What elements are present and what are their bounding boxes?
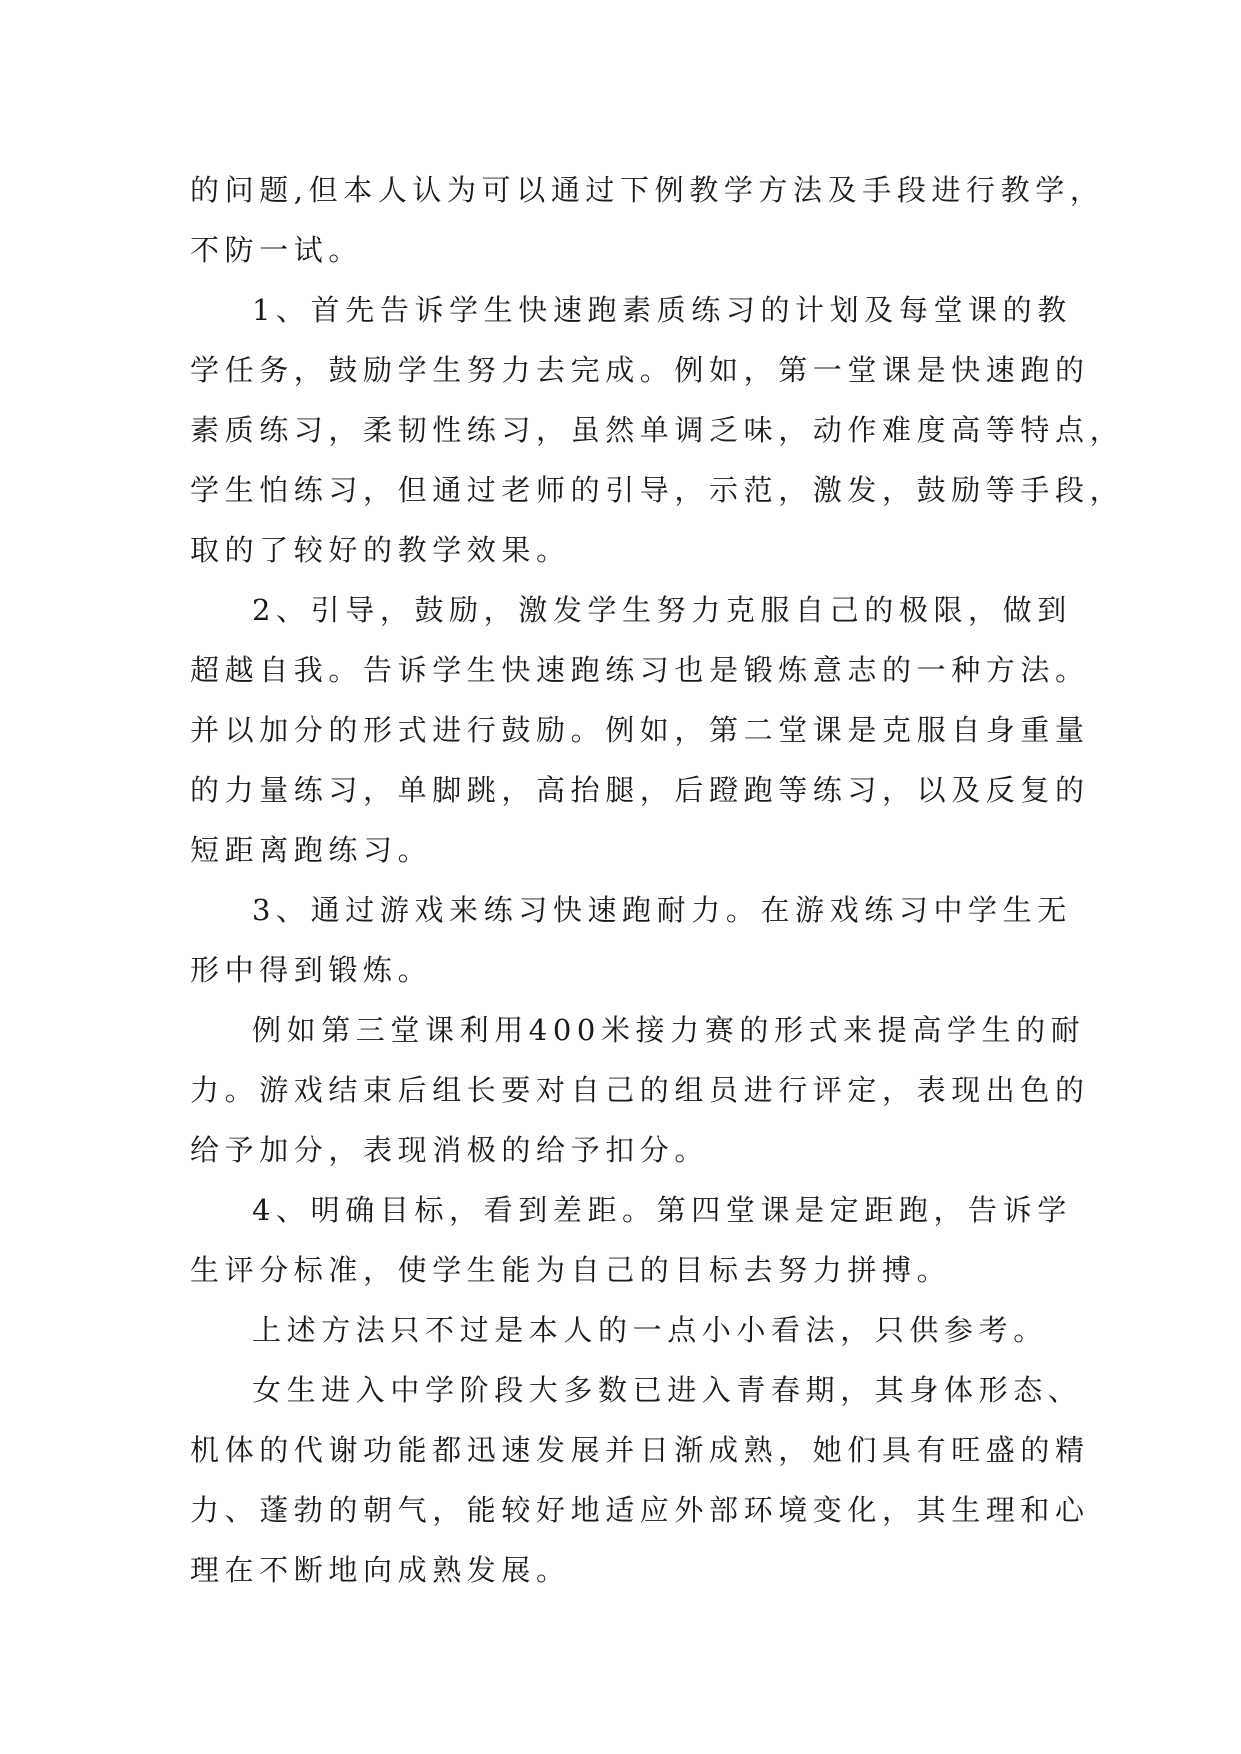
text-line: 素质练习，柔韧性练习，虽然单调乏味，动作难度高等特点，	[190, 413, 1125, 447]
text-line: 不防一试。	[190, 233, 364, 267]
text-line: 例如第三堂课利用400米接力赛的形式来提高学生的耐	[252, 1013, 1086, 1047]
text-line: 学任务，鼓励学生努力去完成。例如，第一堂课是快速跑的	[190, 353, 1090, 387]
text-line: 女生进入中学阶段大多数已进入青春期，其身体形态、	[252, 1373, 1083, 1407]
text-line: 理在不断地向成熟发展。	[190, 1553, 571, 1587]
text-line: 4、明确目标，看到差距。第四堂课是定距跑，告诉学	[252, 1193, 1072, 1227]
text-line: 3、通过游戏来练习快速跑耐力。在游戏练习中学生无	[252, 893, 1072, 927]
text-line: 并以加分的形式进行鼓励。例如，第二堂课是克服自身重量	[190, 713, 1090, 747]
text-line: 学生怕练习，但通过老师的引导，示范，激发，鼓励等手段，	[190, 473, 1125, 507]
text-line: 的力量练习，单脚跳，高抬腿，后蹬跑等练习，以及反复的	[190, 773, 1090, 807]
text-line: 力、蓬勃的朝气，能较好地适应外部环境变化，其生理和心	[190, 1493, 1090, 1527]
text-line: 机体的代谢功能都迅速发展并日渐成熟，她们具有旺盛的精	[190, 1433, 1090, 1467]
text-line: 的问题,但本人认为可以通过下例教学方法及手段进行教学，	[190, 173, 1105, 207]
text-line: 2、引导，鼓励，激发学生努力克服自己的极限，做到	[252, 593, 1072, 627]
text-line: 短距离跑练习。	[190, 833, 433, 867]
text-line: 生评分标准，使学生能为自己的目标去努力拼搏。	[190, 1253, 952, 1287]
text-line: 取的了较好的教学效果。	[190, 533, 571, 567]
text-line: 上述方法只不过是本人的一点小小看法，只供参考。	[252, 1313, 1048, 1347]
text-line: 1、首先告诉学生快速跑素质练习的计划及每堂课的教	[252, 293, 1072, 327]
text-line: 给予加分，表现消极的给予扣分。	[190, 1133, 710, 1167]
text-line: 超越自我。告诉学生快速跑练习也是锻炼意志的一种方法。	[190, 653, 1090, 687]
text-line: 力。游戏结束后组长要对自己的组员进行评定，表现出色的	[190, 1073, 1090, 1107]
document-body	[190, 160, 1125, 1600]
text-line: 形中得到锻炼。	[190, 953, 433, 987]
